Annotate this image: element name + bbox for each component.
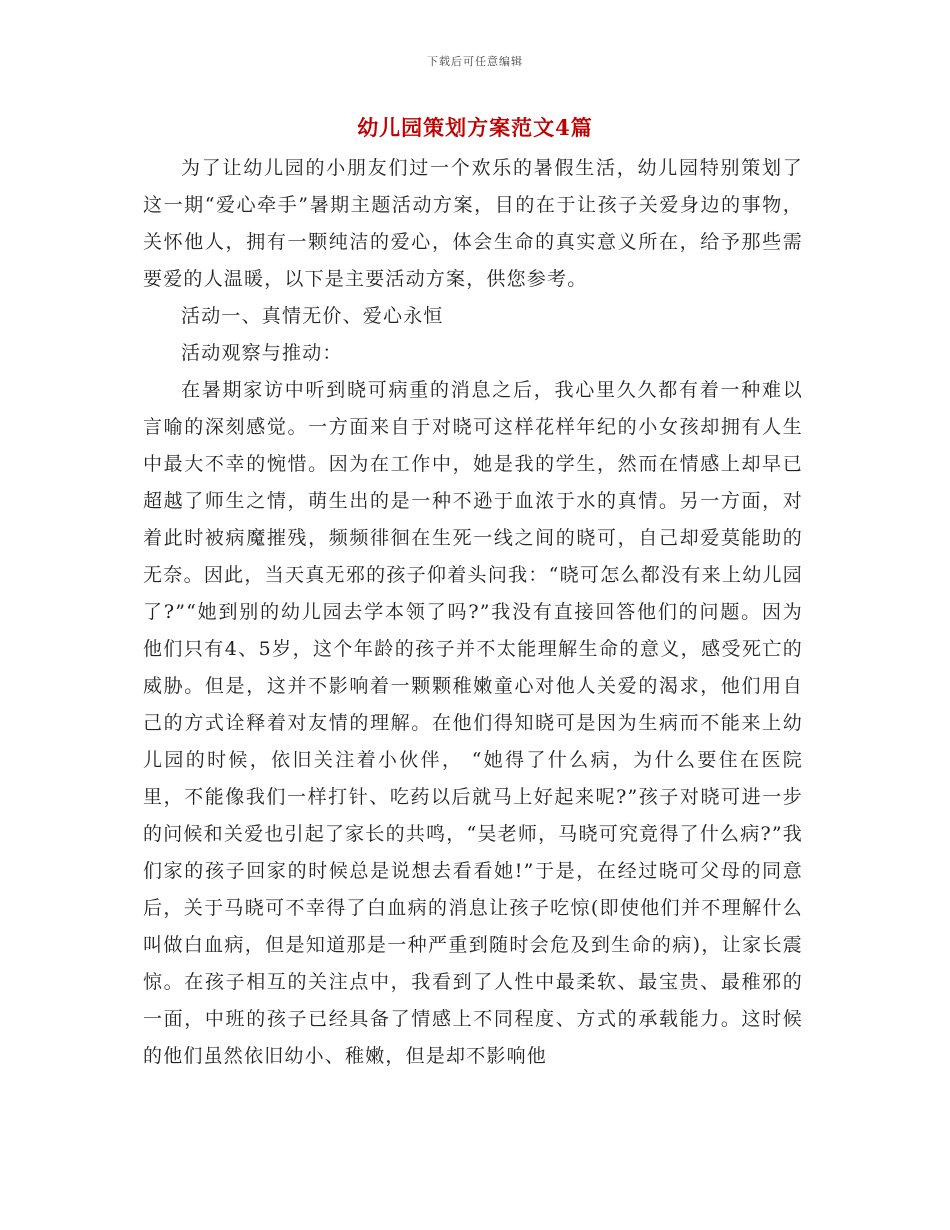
intro-paragraph: 为了让幼儿园的小朋友们过一个欢乐的暑假生活，幼儿园特别策划了这一期“爱心牵手”暑期主题活动方案，目的在于让孩子关爱身边的事物，关怀他人，拥有一颗纯洁的爱心，体会生命的真实意义所在，给予那些需要爱的人温暖，以下是主要活动方案，供您参考。 <box>143 157 803 290</box>
document-body <box>143 150 803 1075</box>
header-note: 下载后可任意编辑 <box>427 55 523 68</box>
section-subheading: 活动观察与推动： <box>181 342 343 364</box>
body-paragraph: 在暑期家访中听到晓可病重的消息之后，我心里久久都有着一种难以言喻的深刻感觉。一方面来自于对晓可这样花样年纪的小女孩却拥有人生中最大不幸的惋惜。因为在工作中，她是我的学生，然而在情感上却早已超越了师生之情，萌生出的是一种不逊于血浓于水的真情。另一方面，对着此时被病魔摧残，频频徘徊在生死一线之间的晓可，自己却爱莫能助的无奈。因此，当天真无邪的孩子仰着头问我：“晓可怎么都没有来上幼儿园了?”“她到别的幼儿园去学本领了吗?”我没有直接回答他们的问题。因为他们只有4、5岁，这个年龄的孩子并不太能理解生命的意义，感受死亡的威胁。但是，这并不影响着一颗颗稚嫩童心对他人关爱的渴求，他们用自己的方式诠释着对友情的理解。在他们得知晓可是因为生病而不能来上幼儿园的时候，依旧关注着小伙伴， “她得了什么病，为什么要住在医院里，不能像我们一样打针、吃药以后就马上好起来呢?”孩子对晓可进一步的问候和关爱也引起了家长的共鸣，“吴老师，马晓可究竟得了什么病?”我们家的孩子回家的时候总是说想去看看她!”于是，在经过晓可父母的同意后，关于马晓可不幸得了白血病的消息让孩子吃惊(即使他们并不理解什么叫做白血病，但是知道那是一种严重到随时会危及到生命的病)，让家长震惊。在孩子相互的关注点中，我看到了人性中最柔软、最宝贵、最稚邪的一面，中班的孩子已经具备了情感上不同程度、方式的承载能力。这时候的他们虽然依旧幼小、稚嫩，但是却不影响他 <box>143 379 803 1067</box>
document-title: 幼儿园策划方案范文4篇 <box>357 115 593 140</box>
activity-heading: 活动一、真情无价、爱心永恒 <box>181 305 444 327</box>
